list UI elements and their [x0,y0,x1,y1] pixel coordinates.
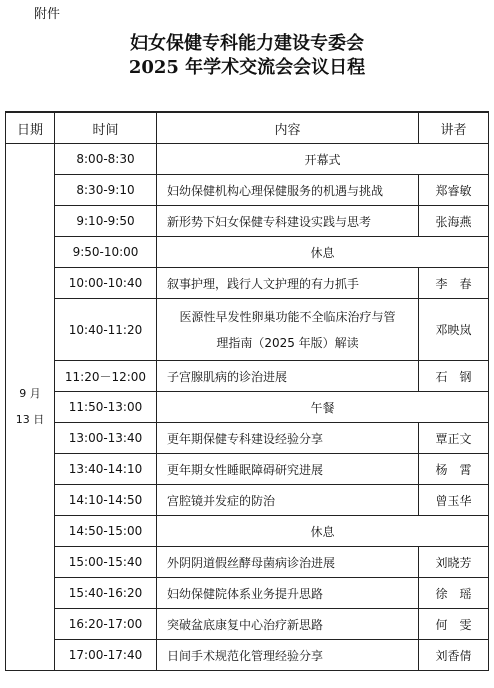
column-header-content: 内容 [157,112,419,144]
time-cell: 8:00-8:30 [55,144,157,175]
date-month: 9 月 [19,387,41,400]
speaker-cell: 何 雯 [419,609,489,640]
table-row [6,423,489,454]
session-break-cell: 休息 [157,237,489,268]
content-cell: 日间手术规范化管理经验分享 [157,640,419,671]
speaker-cell: 郑睿敏 [419,175,489,206]
speaker-cell: 李 春 [419,268,489,299]
column-header-time: 时间 [55,112,157,144]
speaker-cell: 曾玉华 [419,485,489,516]
table-row [6,392,489,423]
time-cell: 15:00-15:40 [55,547,157,578]
time-cell: 11:20－12:00 [55,361,157,392]
table-row [6,516,489,547]
time-cell: 10:00-10:40 [55,268,157,299]
speaker-cell: 邓映岚 [419,299,489,361]
column-header-date: 日期 [6,112,55,144]
time-cell: 9:50-10:00 [55,237,157,268]
session-break-cell: 休息 [157,516,489,547]
date-cell [6,144,55,671]
table-row [6,299,489,361]
table-row [6,609,489,640]
column-header-speaker: 讲者 [419,112,489,144]
content-cell [157,299,419,361]
table-row [6,547,489,578]
speaker-cell: 刘香倩 [419,640,489,671]
time-cell: 10:40-11:20 [55,299,157,361]
table-row [6,640,489,671]
content-cell: 妇幼保健机构心理保健服务的机遇与挑战 [157,175,419,206]
content-cell: 宫腔镜并发症的防治 [157,485,419,516]
speaker-cell: 石 钢 [419,361,489,392]
session-break-cell: 午餐 [157,392,489,423]
page-title: 妇女保健专科能力建设专委会 [130,33,364,54]
content-cell: 突破盆底康复中心治疗新思路 [157,609,419,640]
table-row [6,268,489,299]
speaker-cell: 杨 霄 [419,454,489,485]
speaker-cell: 覃正文 [419,423,489,454]
time-cell: 16:20-17:00 [55,609,157,640]
agenda-table [5,111,489,671]
time-cell: 13:00-13:40 [55,423,157,454]
table-row [6,237,489,268]
time-cell: 13:40-14:10 [55,454,157,485]
content-cell: 叙事护理，践行人文护理的有力抓手 [157,268,419,299]
time-cell: 15:40-16:20 [55,578,157,609]
page-subtitle: 2025 年学术交流会会议日程 [128,57,366,78]
speaker-cell: 刘晓芳 [419,547,489,578]
table-row [6,144,489,175]
time-cell: 17:00-17:40 [55,640,157,671]
content-cell: 外阴阴道假丝酵母菌病诊治进展 [157,547,419,578]
speaker-cell: 张海燕 [419,206,489,237]
content-line: 医源性早发性卵巢功能不全临床治疗与管 [179,309,396,324]
table-row [6,206,489,237]
content-cell: 新形势下妇女保健专科建设实践与思考 [157,206,419,237]
table-row [6,361,489,392]
time-cell: 14:50-15:00 [55,516,157,547]
speaker-cell: 徐 瑶 [419,578,489,609]
attachment-label: 附件 [34,7,61,22]
content-line: 理指南（2025 年版）解读 [216,335,359,350]
table-row [6,578,489,609]
session-break-cell: 开幕式 [157,144,489,175]
agenda-body [6,144,489,671]
content-cell: 妇幼保健院体系业务提升思路 [157,578,419,609]
time-cell: 11:50-13:00 [55,392,157,423]
table-row [6,175,489,206]
table-row [6,485,489,516]
content-cell: 更年期女性睡眠障碍研究进展 [157,454,419,485]
table-row [6,454,489,485]
table-header-row [6,112,489,144]
time-cell: 14:10-14:50 [55,485,157,516]
content-cell: 子宫腺肌病的诊治进展 [157,361,419,392]
time-cell: 9:10-9:50 [55,206,157,237]
date-day: 13 日 [15,413,45,426]
time-cell: 8:30-9:10 [55,175,157,206]
content-cell: 更年期保健专科建设经验分享 [157,423,419,454]
